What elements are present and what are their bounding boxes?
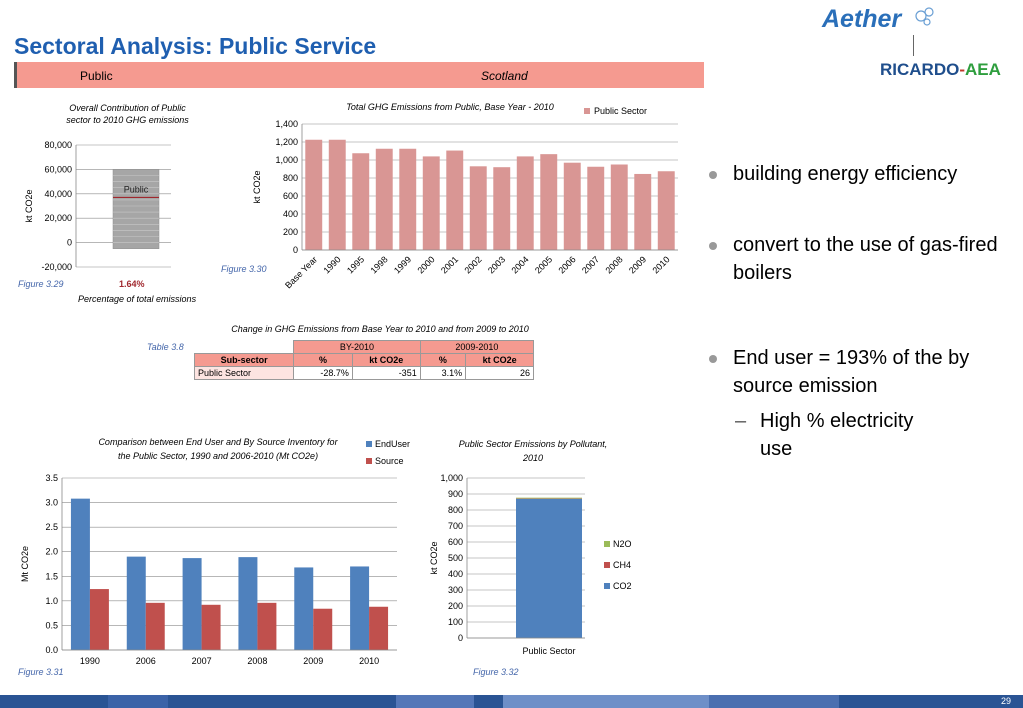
- bar: [611, 165, 628, 251]
- table38-caption: Change in GHG Emissions from Base Year to 2010 and from 2009 to 2010: [231, 324, 529, 334]
- bullet-item: [705, 160, 957, 188]
- fig329-chart: [20, 130, 220, 280]
- fig330-chart: [250, 100, 680, 310]
- bar-enduser: [183, 558, 202, 650]
- bar: [470, 166, 487, 250]
- fig331-title-line1: Comparison between End User and By Source Inventory for: [98, 437, 338, 447]
- table38-empty: [195, 341, 294, 354]
- bar: [423, 156, 440, 250]
- x-tick-label: 2008: [247, 656, 268, 666]
- bar: [399, 149, 416, 250]
- y-tick-label: 0.5: [45, 620, 58, 631]
- y-tick-label: 0: [292, 245, 298, 255]
- bar: [352, 153, 369, 250]
- bar-source: [313, 609, 332, 650]
- fig329-label: Figure 3.29: [18, 279, 64, 289]
- bar-source: [369, 607, 388, 650]
- x-tick-label: 2010: [650, 254, 672, 276]
- band-left-marker: [14, 62, 17, 88]
- y-tick-label: 400: [447, 569, 463, 579]
- bar-enduser: [238, 557, 257, 650]
- aether-rings-icon: [909, 4, 937, 28]
- fig329-percent: 1.64%: [119, 279, 145, 289]
- y-tick-label: 200: [447, 601, 463, 611]
- bar: [376, 149, 393, 250]
- fig332-chart: [425, 432, 665, 662]
- page-title: Sectoral Analysis: Public Service: [14, 33, 377, 59]
- table38-cell-pct1: -28.7%: [294, 367, 353, 380]
- legend-swatch: [604, 562, 610, 568]
- bar-source: [257, 603, 276, 650]
- y-tick-label: 3.0: [45, 497, 58, 508]
- bullet-dot-icon: [709, 355, 717, 363]
- fig332-label: Figure 3.32: [473, 667, 519, 677]
- legend-swatch: [366, 441, 372, 447]
- table38-group-row: [195, 341, 534, 354]
- x-tick-label: 2007: [579, 254, 602, 276]
- fig331-chart: [10, 432, 430, 672]
- x-tick-label: 2004: [509, 254, 531, 276]
- table38-cell-kt2: 26: [466, 367, 534, 380]
- x-tick-label: 1990: [321, 254, 343, 276]
- table38-col-pct2: %: [420, 354, 465, 367]
- fig331-title-line2: the Public Sector, 1990 and 2006-2010 (Mt CO2e): [117, 451, 319, 461]
- page-number: 29: [1000, 696, 1011, 706]
- footer-segment: [503, 695, 709, 708]
- legend-swatch: [366, 458, 372, 464]
- footer-segment: [709, 695, 839, 708]
- y-axis-label: Mt CO2e: [20, 545, 30, 583]
- table38-col-pct1: %: [294, 354, 353, 367]
- logo-divider: [913, 35, 914, 56]
- fig332-title-line2: 2010: [522, 453, 544, 463]
- footer-segment: [396, 695, 474, 708]
- legend-label: Source: [375, 456, 404, 466]
- y-tick-label: 900: [447, 489, 463, 499]
- bar-co2: [516, 499, 582, 638]
- table38-group-by2010: BY-2010: [294, 341, 421, 354]
- table38-col-subsector: Sub-sector: [195, 354, 294, 367]
- y-tick-label: 0: [457, 633, 463, 643]
- bullet-item: [705, 231, 1005, 287]
- table38-col-kt2: kt CO2e: [466, 354, 534, 367]
- fig329-title: [40, 102, 215, 126]
- legend-swatch: [604, 583, 610, 589]
- x-tick-label: 2005: [532, 254, 555, 276]
- bar-n2o: [516, 498, 582, 499]
- bar: [634, 174, 651, 250]
- legend-label: Public Sector: [594, 106, 648, 116]
- fig331-label: Figure 3.31: [18, 667, 64, 677]
- bar-enduser: [350, 566, 369, 650]
- bar: [493, 167, 510, 250]
- y-tick-label: 2.5: [45, 522, 58, 533]
- aether-logo: Aether: [822, 5, 902, 33]
- fig332-title-line1: Public Sector Emissions by Pollutant,: [458, 439, 608, 449]
- x-tick-label: 2010: [359, 656, 380, 666]
- bar: [658, 171, 675, 250]
- y-axis-label: kt CO2e: [252, 170, 262, 204]
- bar: [540, 154, 557, 250]
- x-tick-label: 2006: [556, 254, 578, 276]
- x-tick-label: 2000: [415, 254, 437, 276]
- ricardo-aea-logo: [880, 60, 1001, 80]
- y-tick-label: 0: [66, 237, 72, 248]
- y-tick-label: 1,200: [275, 137, 298, 147]
- legend-label: N2O: [613, 539, 632, 549]
- y-tick-label: 3.5: [45, 473, 58, 483]
- x-tick-label: 2006: [135, 656, 156, 666]
- y-tick-label: 60,000: [44, 164, 72, 175]
- legend-swatch: [604, 541, 610, 547]
- footer-segment: [108, 695, 168, 708]
- fig329-title-line2: sector to 2010 GHG emissions: [66, 115, 189, 125]
- table38-col-kt1: kt CO2e: [352, 354, 420, 367]
- table-row: [195, 367, 534, 380]
- bar: [446, 151, 463, 250]
- table38-label: Table 3.8: [147, 342, 184, 352]
- y-tick-label: 300: [447, 585, 463, 595]
- bar-public-label: Public: [123, 184, 149, 195]
- x-tick-label: 1990: [79, 656, 100, 666]
- fig329-title-line1: Overall Contribution of Public: [69, 103, 186, 113]
- band-region-label: Scotland: [481, 69, 528, 83]
- bullet-text: building energy efficiency: [733, 163, 958, 185]
- bar-total: [113, 169, 159, 248]
- fig330-title: Total GHG Emissions from Public, Base Year - 2010: [346, 102, 554, 112]
- sub-bullet-text: High % electricity use: [760, 410, 914, 460]
- bullet-text: convert to the use of gas-fired boilers: [733, 234, 998, 284]
- y-tick-label: 1.5: [45, 571, 58, 582]
- y-tick-label: -20,000: [41, 262, 72, 272]
- bar-source: [90, 589, 109, 650]
- x-tick-label: 2008: [603, 254, 625, 276]
- bar-enduser: [294, 567, 313, 650]
- fig329-percent-caption: Percentage of total emissions: [78, 294, 197, 304]
- bar-enduser: [71, 499, 90, 650]
- x-tick-label: 1998: [368, 254, 390, 276]
- x-tick-label: 2009: [626, 254, 649, 276]
- bar-source: [146, 603, 165, 650]
- table38: [194, 340, 534, 380]
- bar: [305, 140, 322, 250]
- y-tick-label: 400: [282, 209, 298, 219]
- y-tick-label: 800: [282, 173, 298, 183]
- table38-group-2009-2010: 2009-2010: [420, 341, 533, 354]
- y-tick-label: 100: [447, 617, 463, 627]
- y-tick-label: 40,000: [44, 188, 72, 199]
- y-tick-label: 800: [447, 505, 463, 515]
- x-tick-label: 2003: [485, 254, 508, 276]
- fig330-label: Figure 3.30: [221, 264, 267, 274]
- table38-cell-name: Public Sector: [195, 367, 294, 380]
- y-tick-label: 600: [447, 537, 463, 547]
- x-tick-label: 2009: [303, 656, 324, 666]
- y-tick-label: 80,000: [44, 140, 72, 150]
- header-band: [14, 62, 704, 88]
- legend-swatch: [584, 108, 590, 114]
- y-tick-label: 0.0: [45, 645, 58, 655]
- bar: [564, 163, 581, 250]
- y-tick-label: 20,000: [44, 213, 72, 224]
- x-tick-label: Base Year: [283, 254, 320, 291]
- table38-header-row: [195, 354, 534, 367]
- y-tick-label: 200: [282, 227, 298, 237]
- x-tick-label: 1995: [344, 254, 367, 276]
- legend-label: EndUser: [375, 439, 411, 449]
- bar-source: [202, 605, 221, 650]
- table38-cell-pct2: 3.1%: [420, 367, 465, 380]
- bullet-text: End user = 193% of the by source emission: [733, 347, 970, 397]
- y-tick-label: 600: [282, 191, 298, 201]
- band-sector-label: Public: [80, 69, 113, 83]
- sub-bullet-item: [705, 407, 950, 463]
- ricardo-text: RICARDO: [880, 60, 960, 79]
- dash-icon: –: [735, 410, 747, 432]
- bullet-item: [705, 344, 1005, 400]
- x-tick-label: Public Sector: [522, 646, 576, 656]
- y-tick-label: 1,000: [275, 155, 298, 165]
- table38-cell-kt1: -351: [352, 367, 420, 380]
- y-axis-label: kt CO2e: [429, 541, 439, 575]
- bar-enduser: [127, 557, 146, 650]
- bar: [587, 167, 604, 250]
- x-tick-label: 2007: [191, 656, 212, 666]
- bullet-dot-icon: [709, 171, 717, 179]
- y-tick-label: 500: [447, 553, 463, 563]
- y-tick-label: 1.0: [45, 595, 58, 606]
- logo-dash: -: [959, 60, 966, 79]
- x-tick-label: 1999: [391, 254, 414, 276]
- legend-label: CH4: [613, 560, 632, 570]
- x-tick-label: 2002: [462, 254, 484, 276]
- y-axis-label: kt CO2e: [24, 189, 34, 223]
- legend-label: CO2: [613, 581, 632, 591]
- y-tick-label: 2.0: [45, 546, 58, 557]
- bar: [329, 140, 346, 250]
- bar: [517, 156, 534, 250]
- y-tick-label: 1,000: [440, 473, 463, 483]
- y-tick-label: 1,400: [275, 119, 298, 129]
- aea-text: AEA: [965, 60, 1001, 79]
- x-tick-label: 2001: [438, 254, 461, 276]
- y-tick-label: 700: [447, 521, 463, 531]
- bullet-dot-icon: [709, 242, 717, 250]
- footer-bar: [0, 695, 1023, 708]
